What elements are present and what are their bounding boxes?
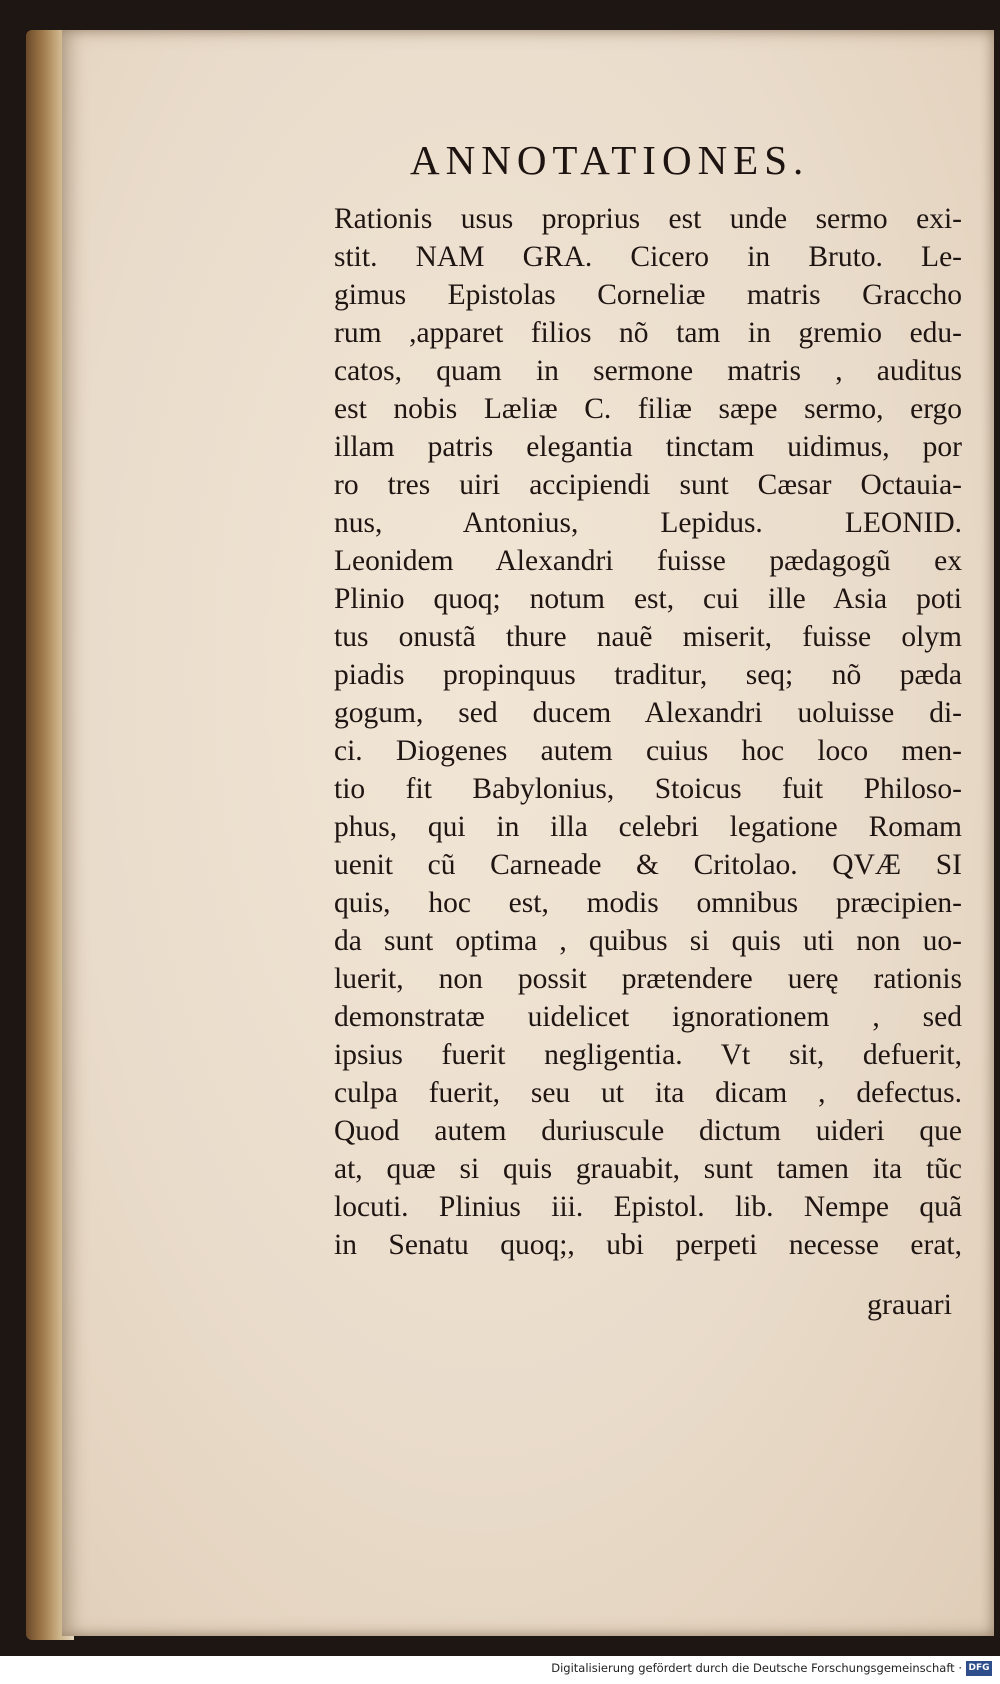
funding-credit: Digitalisierung gefördert durch die Deutsche Forschungsgemeinschaft · xyxy=(551,1661,962,1675)
dfg-logo-icon: DFG xyxy=(966,1661,992,1676)
text-line: Leonidem Alexandri fuisse pædagogũ ex xyxy=(334,545,962,577)
text-line: Quod autem duriuscule dictum uideri que xyxy=(334,1115,962,1147)
text-line: tio fit Babylonius, Stoicus fuit Philoso- xyxy=(334,773,962,805)
text-line: at, quæ si quis grauabit, sunt tamen ita tũc xyxy=(334,1153,962,1185)
text-line: ci. Diogenes autem cuius hoc loco men- xyxy=(334,735,962,767)
text-line: est nobis Læliæ C. filiæ sæpe sermo, ergo xyxy=(334,393,962,425)
text-line: stit. NAM GRA. Cicero in Bruto. Le- xyxy=(334,241,962,273)
text-line: quis, hoc est, modis omnibus præcipien- xyxy=(334,887,962,919)
text-line: ipsius fuerit negligentia. Vt sit, defuerit, xyxy=(334,1039,962,1071)
text-line: catos, quam in sermone matris , auditus xyxy=(334,355,962,387)
text-line: tus onustã thure nauẽ miserit, fuisse olym xyxy=(334,621,962,653)
text-line: Rationis usus proprius est unde sermo exi- xyxy=(334,203,962,235)
text-line: luerit, non possit prætendere uerę rationis xyxy=(334,963,962,995)
text-line: gimus Epistolas Corneliæ matris Graccho xyxy=(334,279,962,311)
text-line: phus, qui in illa celebri legatione Romam xyxy=(334,811,962,843)
text-line: locuti. Plinius iii. Epistol. lib. Nempe quã xyxy=(334,1191,962,1223)
text-line: uenit cũ Carneade & Critolao. QVÆ SI xyxy=(334,849,962,881)
text-line: nus, Antonius, Lepidus. LEONID. xyxy=(334,507,962,539)
running-header: ANNOTATIONES. xyxy=(410,137,810,183)
text-line: culpa fuerit, seu ut ita dicam , defectus. xyxy=(334,1077,962,1109)
catchword: grauari xyxy=(867,1288,952,1321)
text-line: Plinio quoq; notum est, cui ille Asia poti xyxy=(334,583,962,615)
digitization-footer xyxy=(0,1656,1000,1684)
text-line: illam patris elegantia tinctam uidimus, por xyxy=(334,431,962,463)
body-text xyxy=(334,200,962,1264)
text-line: da sunt optima , quibus si quis uti non uo- xyxy=(334,925,962,957)
text-line: in Senatu quoq;, ubi perpeti necesse erat, xyxy=(334,1229,962,1261)
text-line: rum ,apparet filios nõ tam in gremio edu- xyxy=(334,317,962,349)
text-line: piadis propinquus traditur, seq; nõ pæda xyxy=(334,659,962,691)
text-line: ro tres uiri accipiendi sunt Cæsar Octauia- xyxy=(334,469,962,501)
text-line: gogum, sed ducem Alexandri uoluisse di- xyxy=(334,697,962,729)
text-line: demonstratæ uidelicet ignorationem , sed xyxy=(334,1001,962,1033)
